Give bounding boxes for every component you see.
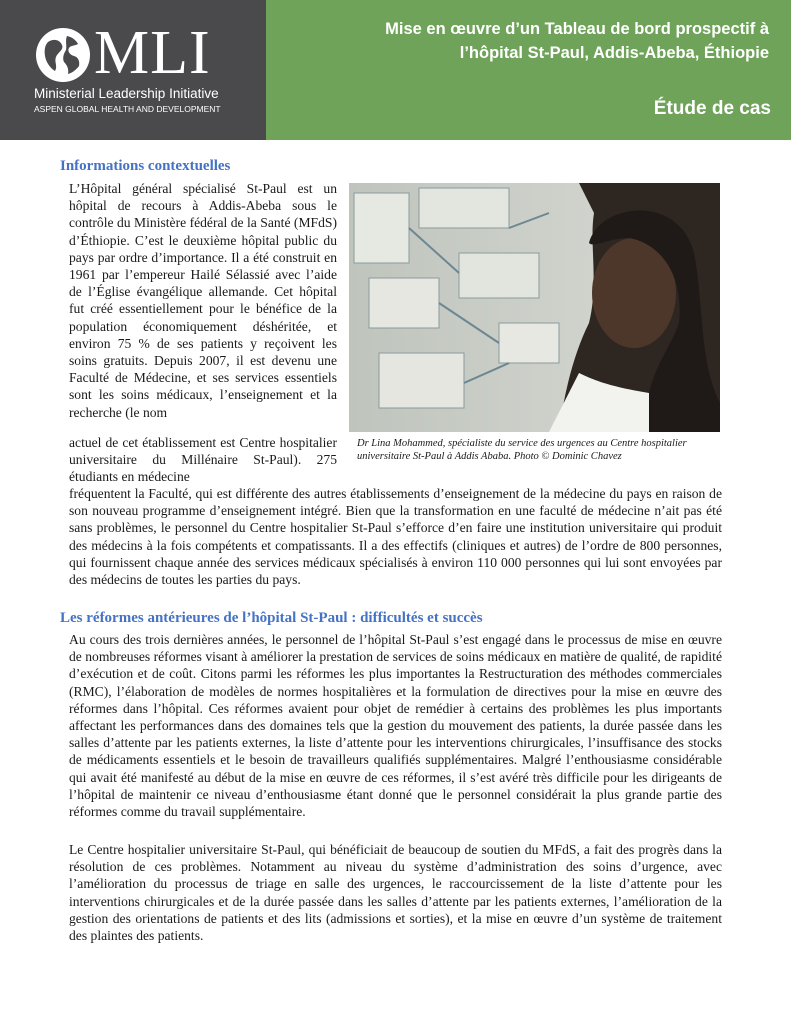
- header-logo-panel: [0, 0, 266, 140]
- document-title: [309, 17, 769, 65]
- logo-organization-name: Ministerial Leadership Initiative: [34, 86, 219, 101]
- paragraph-context-column: L’Hôpital général spécialisé St-Paul est un hôpital de recours à Addis-Abeba sous le contrôle du Ministère fédéral de la Santé (MFdS) d’Éthiopie. C’est le deuxième hôpital public du pays par ordre d’importance. Il a été construit en 1961 par l’empereur Hailé Sélassié avec l’aide de l’Église évangélique allemande. Cet hôpital fut créé essentiellement pour le bénéfice de la population économiquement déshéritée, et environ 75 % de ses patients y reçoivent les soins gratuits. Depuis 2007, il est devenu une Faculté de Médecine, et ses services essentiels sont les soins médicaux, l’enseignement et la recherche (le nom: [69, 181, 337, 420]
- section-heading-context: Informations contextuelles: [60, 158, 231, 174]
- paragraph-reforms-1: Au cours des trois dernières années, le personnel de l’hôpital St-Paul s’est engagé dans le processus de mise en œuvre de nombreuses réformes visant à améliorer la prestation de services de soins médicaux en matière de qualité, de rapidité d’exécution et de coût. Citons parmi les réformes les plus importantes la Restructuration des méthodes commerciales (RMC), l’élaboration de modèles de normes hospitalières et la formulation de directives pour la mise en œuvre des réformes dans l’hôpital. Ces réformes avaient pour objet de remédier à certains des problèmes les plus importants affectant les performances dans des domaines tels que la gestion du mouvement des patients, la durée passée dans les salles d’attente par les patients externes, la liste d’attente pour les interventions chirurgicales, l’insuffisance des stocks de médicaments essentiels et le besoin de travailleurs qualifiés supplémentaires. Malgré l’enthousiasme considérable qui avait été manifesté au début de la mise en œuvre de ces réformes, il s’est avéré très difficile pour les dirigeants de l’hôpital de maintenir ce niveau d’enthousiasme étant donné que le personnel considérait la plus grande partie des réformes comme du travail supplémentaire.: [69, 632, 722, 820]
- document-title-line-2: l’hôpital St-Paul, Addis-Abeba, Éthiopie: [459, 44, 769, 62]
- globe-logo-icon: [34, 26, 92, 84]
- header-title-panel: [266, 0, 791, 140]
- paragraph-context-column-continued: actuel de cet établissement est Centre hospitalier universitaire du Millénaire St-Paul). 275 étudiants en médecine: [69, 435, 337, 485]
- logo-organization-tagline: ASPEN GLOBAL HEALTH AND DEVELOPMENT: [34, 104, 221, 114]
- document-subtitle: Étude de cas: [653, 98, 771, 119]
- photo-caption: Dr Lina Mohammed, spécialiste du service des urgences au Centre hospitalier universitaire St-Paul à Addis Ababa. Photo © Dominic Chavez: [357, 438, 687, 462]
- paragraph-context-full: fréquentent la Faculté, qui est différente des autres établissements d’enseignement de la médecine du pays en raison de son nouveau programme d’enseignement intégré. Bien que la transformation en une faculté de médecine n’ait pas été sans problèmes, le personnel du Centre hospitalier St-Paul s’efforce d’en faire une institution universitaire qui produit des médecins à la fois compétents et compatissants. Il a des effectifs (cliniques et autres) de l’ordre de 800 personnes, qui fournissent chaque année des services médicaux spécialisés à environ 110 000 personnes qui lui sont envoyées par des médecins de toutes les parties du pays.: [69, 486, 722, 588]
- photo-doctor: [349, 183, 720, 432]
- photo-illustration: [349, 183, 720, 432]
- document-title-line-1: Mise en œuvre d’un Tableau de bord prospectif à: [385, 20, 769, 38]
- section-heading-reforms: Les réformes antérieures de l’hôpital St-Paul : difficultés et succès: [60, 610, 483, 626]
- logo-wordmark: MLI: [94, 19, 211, 87]
- paragraph-reforms-2: Le Centre hospitalier universitaire St-Paul, qui bénéficiait de beaucoup de soutien du MFdS, a fait des progrès dans la résolution de ces problèmes. Notamment au niveau du système d’administration des soins d’urgence, avec l’amélioration du processus de triage en salle des urgences, le raccourcissement de la liste d’attente pour les interventions chirurgicales et de la durée passée dans les salles d’attente par les patients externes, l’amélioration de la gestion des orientations de patients et des lits (admissions et sorties), et la mise en œuvre d’un système de traitement des plaintes des patients.: [69, 842, 722, 944]
